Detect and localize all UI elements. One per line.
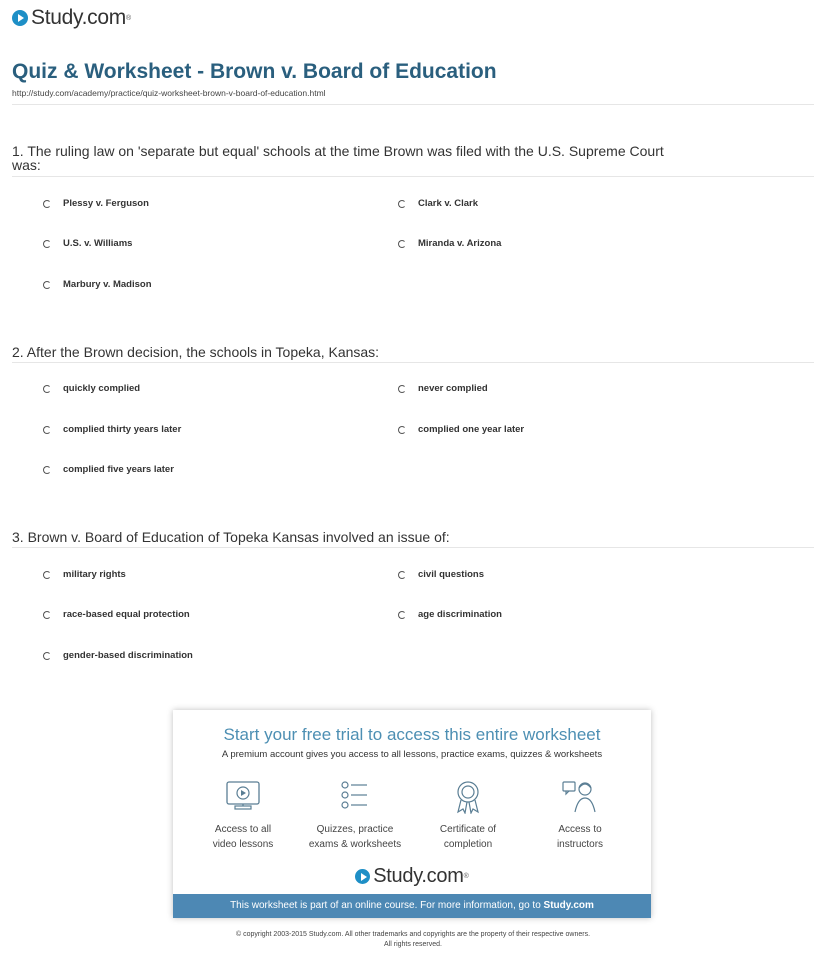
radio-icon[interactable] (43, 611, 51, 619)
copyright-line: © copyright 2003-2015 Study.com. All other trademarks and copyrights are the property of their respective owners. (235, 931, 591, 938)
option-label: civil questions (418, 569, 484, 580)
radio-icon[interactable] (398, 200, 406, 208)
page-url: http://study.com/academy/practice/quiz-worksheet-brown-v-board-of-education.html (12, 88, 326, 98)
answer-option[interactable] (43, 279, 152, 290)
divider (12, 362, 814, 363)
option-label: military rights (63, 569, 126, 580)
answer-option[interactable] (398, 424, 524, 435)
answer-option[interactable] (398, 569, 484, 580)
option-label: Miranda v. Arizona (418, 238, 502, 249)
divider (12, 104, 814, 105)
question-2-text: 2. After the Brown decision, the schools in Topeka, Kansas: (12, 344, 380, 360)
feature-label: Access to instructors (556, 824, 604, 850)
copyright (0, 930, 826, 950)
answer-option[interactable] (398, 383, 488, 394)
option-label: Plessy v. Ferguson (63, 198, 149, 209)
play-icon (12, 10, 28, 26)
radio-icon[interactable] (398, 385, 406, 393)
trademark: ® (463, 873, 469, 880)
radio-icon[interactable] (43, 571, 51, 579)
divider (12, 547, 814, 548)
page-title: Quiz & Worksheet - Brown v. Board of Education (12, 60, 497, 83)
option-label: Marbury v. Madison (63, 279, 152, 290)
radio-icon[interactable] (398, 571, 406, 579)
option-label: complied five years later (63, 464, 174, 475)
copyright-line: All rights reserved. (384, 941, 442, 948)
study-logo[interactable] (12, 6, 131, 30)
answer-option[interactable] (43, 650, 193, 661)
option-label: quickly complied (63, 383, 141, 394)
logo-text: Study.com (31, 6, 126, 29)
feature-label: Access to all video lessons (212, 824, 274, 850)
feature-label: Quizzes, practice exams & worksheets (308, 824, 402, 850)
radio-icon[interactable] (398, 611, 406, 619)
radio-icon[interactable] (43, 200, 51, 208)
answer-option[interactable] (43, 464, 174, 475)
radio-icon[interactable] (43, 281, 51, 289)
promo-footer (173, 894, 651, 918)
radio-icon[interactable] (43, 240, 51, 248)
question-1-text: 1. The ruling law on 'separate but equal' schools at the time Brown was filed with the U.S. Supreme Court was: (12, 143, 664, 173)
footer-link[interactable]: Study.com (543, 900, 594, 911)
trademark: ® (125, 14, 132, 22)
option-label: U.S. v. Williams (63, 238, 133, 249)
option-label: age discrimination (418, 609, 502, 620)
question-3-text: 3. Brown v. Board of Education of Topeka Kansas involved an issue of: (12, 529, 450, 545)
option-label: complied one year later (418, 424, 525, 435)
answer-option[interactable] (43, 198, 149, 209)
radio-icon[interactable] (43, 652, 51, 660)
quiz-list-icon (335, 780, 375, 814)
divider (12, 176, 814, 177)
answer-option[interactable] (43, 569, 126, 580)
feature-video-lessons[interactable] (193, 780, 293, 852)
play-icon (355, 869, 370, 884)
feature-instructors[interactable] (530, 780, 630, 852)
video-lesson-icon (223, 780, 263, 814)
feature-quizzes[interactable] (305, 780, 405, 852)
feature-label: Certificate of completion (439, 824, 497, 850)
option-label: complied thirty years later (63, 424, 182, 435)
radio-icon[interactable] (43, 466, 51, 474)
promo-study-logo[interactable] (173, 865, 651, 888)
radio-icon[interactable] (398, 426, 406, 434)
option-label: race-based equal protection (63, 609, 190, 620)
answer-option[interactable] (43, 383, 140, 394)
radio-icon[interactable] (398, 240, 406, 248)
answer-option[interactable] (43, 424, 181, 435)
promo-subtitle: A premium account gives you access to all lessons, practice exams, quizzes & worksheets (221, 749, 603, 760)
promo-title: Start your free trial to access this entire worksheet (223, 725, 601, 744)
answer-option[interactable] (398, 238, 501, 249)
option-label: never complied (418, 383, 488, 394)
answer-option[interactable] (398, 198, 478, 209)
radio-icon[interactable] (43, 426, 51, 434)
radio-icon[interactable] (43, 385, 51, 393)
instructor-icon (560, 780, 600, 814)
answer-option[interactable] (43, 609, 190, 620)
logo-text: Study.com (373, 865, 464, 887)
answer-option[interactable] (43, 238, 132, 249)
option-label: Clark v. Clark (418, 198, 479, 209)
certificate-icon (448, 780, 488, 814)
free-trial-promo[interactable] (173, 710, 651, 918)
footer-text: This worksheet is part of an online course. For more information, go to (230, 900, 544, 911)
answer-option[interactable] (398, 609, 502, 620)
feature-certificate[interactable] (418, 780, 518, 852)
option-label: gender-based discrimination (63, 650, 193, 661)
